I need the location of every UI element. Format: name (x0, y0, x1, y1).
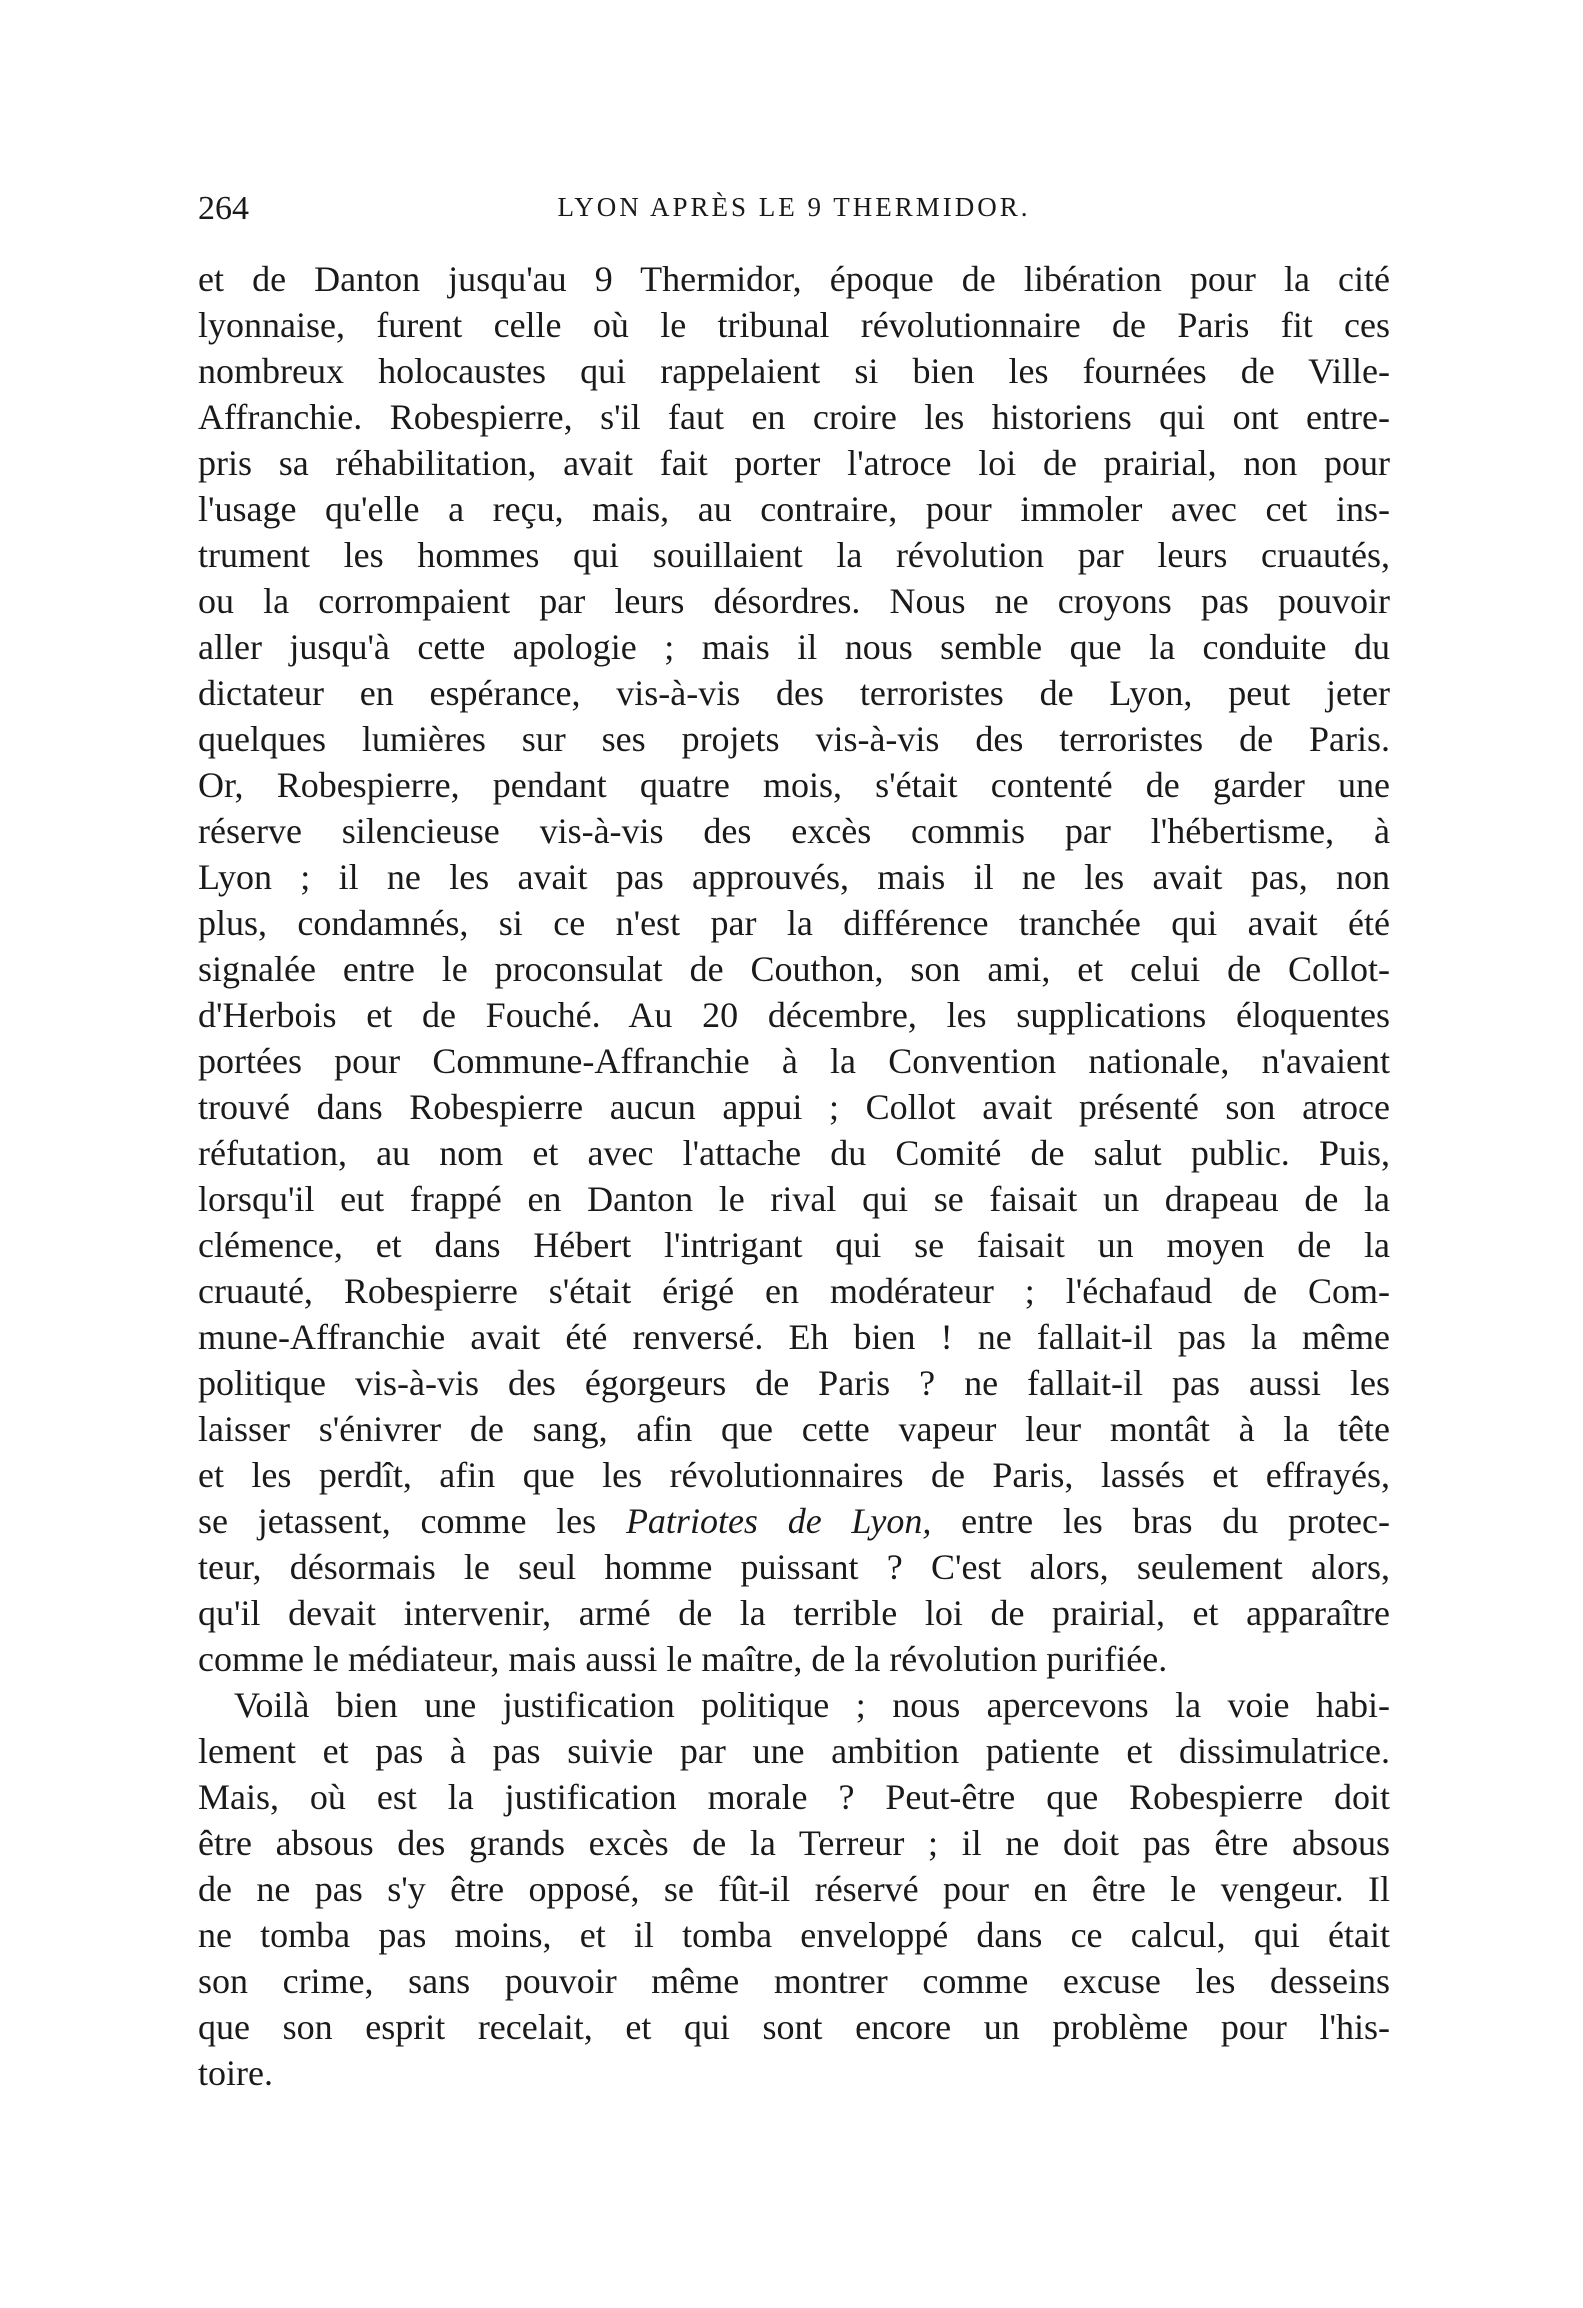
text-line: Voilà bien une justification politique ; nous apercevons la voie habi- (234, 1685, 1390, 1725)
text-line: qu'il devait intervenir, armé de la terrible loi de prairial, et apparaître (198, 1593, 1390, 1633)
text-line: trouvé dans Robespierre aucun appui ; Collot avait présenté son atroce (198, 1087, 1390, 1127)
running-title: LYON APRÈS LE 9 THERMIDOR. (557, 192, 1031, 222)
text-line: lyonnaise, furent celle où le tribunal révolutionnaire de Paris fit ces (198, 305, 1390, 345)
text-line: comme le médiateur, mais aussi le maître, de la révolution purifiée. (198, 1639, 1168, 1679)
text-line: plus, condamnés, si ce n'est par la différence tranchée qui avait été (198, 903, 1390, 943)
text-line: toire. (198, 2053, 273, 2093)
paragraph-2 (198, 1682, 1390, 2096)
text-line: son crime, sans pouvoir même montrer comme excuse les desseins (198, 1961, 1390, 2001)
text-line: et les perdît, afin que les révolutionnaires de Paris, lassés et effrayés, (198, 1455, 1390, 1495)
paragraph-1-end (198, 1544, 1390, 1682)
text-line: Lyon ; il ne les avait pas approuvés, mais il ne les avait pas, non (198, 857, 1390, 897)
page-header (198, 190, 1390, 234)
text-line: de ne pas s'y être opposé, se fût-il réservé pour en être le vengeur. Il (198, 1869, 1390, 1909)
text-line: lement et pas à pas suivie par une ambition patiente et dissimulatrice. (198, 1731, 1390, 1771)
text-line: ou la corrompaient par leurs désordres. Nous ne croyons pas pouvoir (198, 581, 1390, 621)
page-number: 264 (198, 190, 249, 227)
page-body (198, 256, 1390, 2096)
text-line: être absous des grands excès de la Terreur ; il ne doit pas être absous (198, 1823, 1390, 1863)
text-line: Mais, où est la justification morale ? Peut-être que Robespierre doit (198, 1777, 1390, 1817)
text-line: Affranchie. Robespierre, s'il faut en croire les historiens qui ont entre- (198, 397, 1390, 437)
text-line: lorsqu'il eut frappé en Danton le rival qui se faisait un drapeau de la (198, 1179, 1390, 1219)
text-line: se jetassent, comme les Patriotes de Lyon, entre les bras du protec- (198, 1501, 1390, 1541)
text-line: réfutation, au nom et avec l'attache du Comité de salut public. Puis, (198, 1133, 1390, 1173)
text-line: que son esprit recelait, et qui sont encore un problème pour l'his- (198, 2007, 1390, 2047)
paragraph-1 (198, 256, 1390, 1498)
text-line: clémence, et dans Hébert l'intrigant qui se faisait un moyen de la (198, 1225, 1390, 1265)
text-line: teur, désormais le seul homme puissant ? C'est alors, seulement alors, (198, 1547, 1390, 1587)
text-line: signalée entre le proconsulat de Couthon, son ami, et celui de Collot- (198, 949, 1390, 989)
text-line: nombreux holocaustes qui rappelaient si bien les fournées de Ville- (198, 351, 1390, 391)
text-line: dictateur en espérance, vis-à-vis des terroristes de Lyon, peut jeter (198, 673, 1390, 713)
text-line: mune-Affranchie avait été renversé. Eh bien ! ne fallait-il pas la même (198, 1317, 1390, 1357)
text-line: portées pour Commune-Affranchie à la Convention nationale, n'avaient (198, 1041, 1390, 1081)
text-line: quelques lumières sur ses projets vis-à-vis des terroristes de Paris. (198, 719, 1390, 759)
text-line: pris sa réhabilitation, avait fait porter l'atroce loi de prairial, non pour (198, 443, 1390, 483)
text-line: trument les hommes qui souillaient la révolution par leurs cruautés, (198, 535, 1390, 575)
text-line: cruauté, Robespierre s'était érigé en modérateur ; l'échafaud de Com- (198, 1271, 1390, 1311)
text-line: réserve silencieuse vis-à-vis des excès commis par l'hébertisme, à (198, 811, 1390, 851)
text-line: laisser s'énivrer de sang, afin que cette vapeur leur montât à la tête (198, 1409, 1390, 1449)
text-line: d'Herbois et de Fouché. Au 20 décembre, les supplications éloquentes (198, 995, 1390, 1035)
text-line: politique vis-à-vis des égorgeurs de Paris ? ne fallait-il pas aussi les (198, 1363, 1390, 1403)
text-line: Or, Robespierre, pendant quatre mois, s'était contenté de garder une (198, 765, 1390, 805)
text-line: aller jusqu'à cette apologie ; mais il nous semble que la conduite du (198, 627, 1390, 667)
text-line: l'usage qu'elle a reçu, mais, au contraire, pour immoler avec cet ins- (198, 489, 1390, 529)
text-line: et de Danton jusqu'au 9 Thermidor, époque de libération pour la cité (198, 259, 1390, 299)
italic-phrase: Patriotes de Lyon, (625, 1501, 932, 1541)
text-line: ne tomba pas moins, et il tomba enveloppé dans ce calcul, qui était (198, 1915, 1390, 1955)
